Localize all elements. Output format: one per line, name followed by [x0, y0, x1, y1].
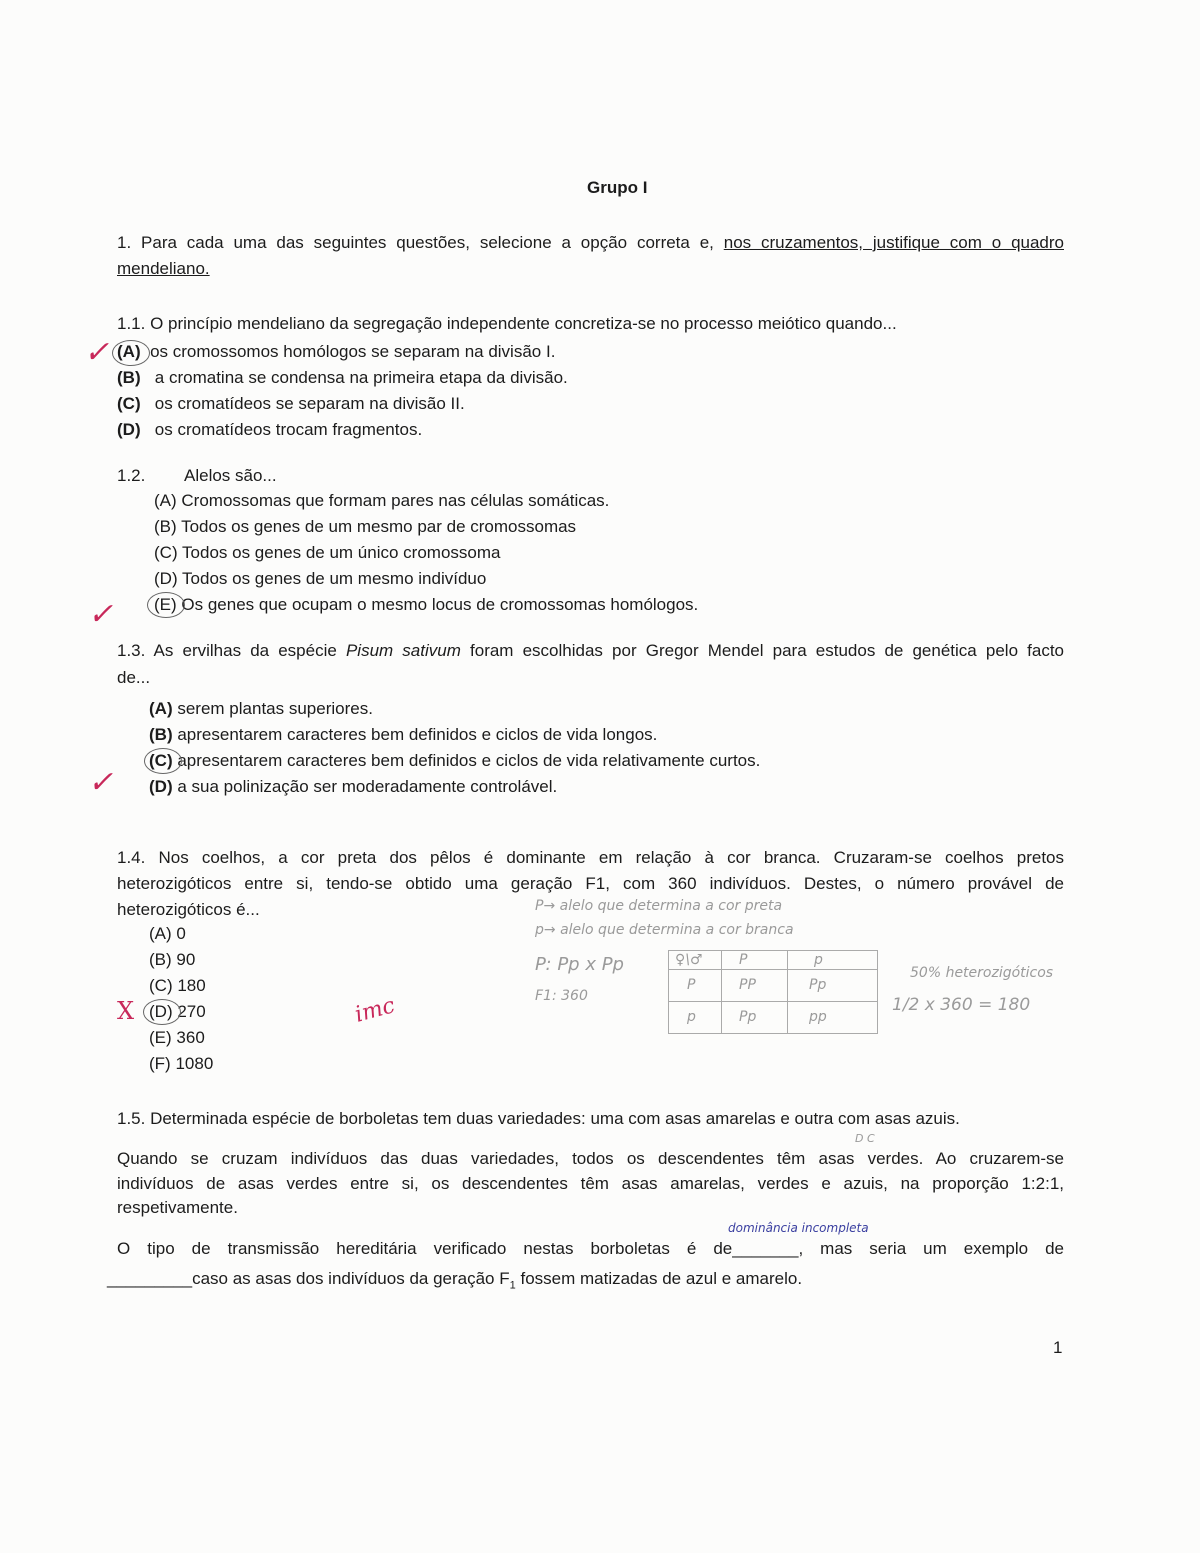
option-letter: (A)	[154, 491, 177, 510]
option-letter: (D)	[149, 1002, 173, 1021]
option-text: 180	[177, 976, 206, 995]
handwritten-cross: P: Pp x Pp	[535, 954, 624, 975]
option	[149, 725, 657, 745]
handwritten-f1: F1: 360	[535, 988, 588, 1004]
punnett-cell: p	[687, 1009, 696, 1025]
punnett-cell: PP	[739, 977, 756, 993]
punnett-square	[668, 950, 878, 1034]
option-letter: (D)	[154, 569, 178, 588]
question-1-5-paragraph: respetivamente.	[117, 1198, 238, 1217]
option-letter: (C)	[117, 394, 141, 413]
option-letter: (D)	[149, 777, 173, 796]
handwritten-answer: dominância incompleta	[728, 1221, 869, 1235]
option-letter: (E)	[154, 595, 177, 614]
option-letter: (D)	[117, 420, 141, 439]
option	[117, 342, 555, 362]
option-letter: (A)	[149, 699, 173, 718]
question-1-5-fill-in	[117, 1239, 1064, 1259]
answer-blank-1[interactable]: _______	[732, 1239, 799, 1258]
question-1-5-paragraph: Quando se cruzam indivíduos das duas variedades, todos os descendentes têm asas verdes. Ao cruzarem-se	[117, 1149, 1064, 1168]
handwritten-note: D C	[855, 1132, 875, 1145]
option	[149, 777, 557, 797]
option	[154, 595, 698, 615]
option-text: serem plantas superiores.	[177, 699, 373, 718]
option-text: 0	[176, 924, 186, 943]
question-1-5-fill-in-line2	[107, 1269, 803, 1292]
instructions-text: 1. Para cada uma das seguintes questões, selecione a opção correta e,	[117, 233, 724, 252]
option-text: Todos os genes de um único cromossoma	[182, 543, 501, 562]
question-1-4-stem: 1.4. Nos coelhos, a cor preta dos pêlos é dominante em relação à cor branca. Cruzaram-se coelhos pretos	[117, 848, 1064, 867]
option-letter: (B)	[149, 950, 172, 969]
species-name: Pisum sativum	[345, 641, 461, 660]
question-1-4-stem: heterozigóticos entre si, tendo-se obtido uma geração F1, com 360 indivíduos. Destes, o número provável de	[117, 874, 1064, 893]
option	[149, 950, 195, 970]
option-text: 90	[176, 950, 196, 969]
option-text: 270	[177, 1002, 206, 1021]
page-number: 1	[1053, 1338, 1063, 1357]
option-text: Os genes que ocupam o mesmo locus de cromossomas homólogos.	[181, 595, 699, 614]
stem-text: foram escolhidas por Gregor Mendel para estudos de genética pelo facto	[460, 641, 1064, 660]
option	[149, 699, 373, 719]
option-letter: (C)	[149, 976, 173, 995]
question-1-2-number: 1.2.	[117, 466, 146, 485]
option	[117, 368, 568, 388]
option	[154, 491, 609, 511]
option-text: 1080	[175, 1054, 214, 1073]
check-mark-icon: ✓	[88, 597, 114, 632]
question-1-5-stem: 1.5. Determinada espécie de borboletas tem duas variedades: uma com asas amarelas e outra com asas azuis.	[117, 1109, 960, 1128]
question-1-2-stem: Alelos são...	[184, 466, 277, 485]
question-1-3-stem-line2: de...	[117, 668, 151, 687]
answer-circle	[144, 748, 182, 774]
fill-text: caso as asas dos indivíduos da geração F	[192, 1269, 510, 1288]
punnett-cell: Pp	[809, 977, 827, 993]
stem-text: 1.3. As ervilhas da espécie	[117, 641, 346, 660]
option-text: apresentarem caracteres bem definidos e ciclos de vida longos.	[177, 725, 658, 744]
option	[117, 420, 422, 440]
option-letter: (F)	[149, 1054, 171, 1073]
option	[149, 1028, 205, 1048]
option	[149, 976, 206, 996]
option	[117, 394, 465, 414]
handwritten-allele-dominant: P→ alelo que determina a cor preta	[535, 898, 783, 914]
check-mark-icon: ✓	[84, 335, 110, 370]
section-title: Grupo I	[587, 178, 648, 197]
answer-blank-2[interactable]: _________	[107, 1269, 193, 1288]
option-text: Todos os genes de um mesmo indivíduo	[182, 569, 487, 588]
option-text: 360	[176, 1028, 205, 1047]
punnett-cell: Pp	[739, 1009, 757, 1025]
option-text: a cromatina se condensa na primeira etapa da divisão.	[154, 368, 568, 387]
option	[154, 543, 500, 563]
option-letter: (C)	[149, 751, 173, 770]
option-letter: (B)	[117, 368, 141, 387]
fill-text: O tipo de transmissão hereditária verificado nestas borboletas é de	[117, 1239, 733, 1258]
option-text: apresentarem caracteres bem definidos e ciclos de vida relativamente curtos.	[177, 751, 761, 770]
option-letter: (B)	[149, 725, 173, 744]
fill-text: fossem matizadas de azul e amarelo.	[515, 1269, 803, 1288]
option-text: os cromatídeos trocam fragmentos.	[154, 420, 423, 439]
check-mark-icon: ✓	[88, 765, 114, 800]
option-text: a sua polinização ser moderadamente controlável.	[177, 777, 558, 796]
question-1-instructions	[117, 233, 1064, 253]
punnett-cell: p	[814, 952, 823, 968]
option	[149, 751, 760, 771]
option	[149, 1054, 213, 1074]
answer-circle	[112, 340, 150, 366]
instructions-underlined: nos cruzamentos, justifique com o quadro	[723, 233, 1064, 252]
option-letter: (A)	[149, 924, 172, 943]
handwritten-calculation: 1/2 x 360 = 180	[892, 995, 1031, 1015]
option-text: os cromossomos homólogos se separam na divisão I.	[150, 342, 556, 361]
answer-circle	[147, 592, 185, 618]
question-1-1-stem: 1.1. O princípio mendeliano da segregação independente concretiza-se no processo meiótico quando...	[117, 314, 897, 333]
option-letter: (E)	[149, 1028, 172, 1047]
fill-text: , mas seria um exemplo de	[798, 1239, 1064, 1258]
grader-note: imc	[352, 993, 398, 1028]
answer-circle	[143, 999, 181, 1025]
option-letter: (B)	[154, 517, 177, 536]
option-text: Todos os genes de um mesmo par de cromossomas	[181, 517, 577, 536]
subscript: 1	[509, 1279, 516, 1292]
option-letter: (C)	[154, 543, 178, 562]
option	[154, 517, 576, 537]
instructions-line2: mendeliano.	[117, 259, 210, 278]
punnett-cell: P	[687, 977, 696, 993]
punnett-cell: P	[739, 952, 748, 968]
option	[149, 924, 186, 944]
option-text: os cromatídeos se separam na divisão II.	[154, 394, 465, 413]
question-1-3-stem	[117, 641, 1064, 661]
option-letter: (A)	[117, 342, 141, 361]
handwritten-allele-recessive: p→ alelo que determina a cor branca	[535, 922, 794, 938]
punnett-corner: ♀\♂	[675, 952, 703, 968]
option-text: Cromossomas que formam pares nas células somáticas.	[181, 491, 610, 510]
question-1-4-stem: heterozigóticos é...	[117, 900, 260, 919]
option	[154, 569, 486, 589]
handwritten-percent: 50% heterozigóticos	[910, 965, 1054, 981]
punnett-cell: pp	[809, 1009, 827, 1025]
wrong-mark-icon: X	[117, 997, 135, 1025]
question-1-5-paragraph: indivíduos de asas verdes entre si, os descendentes têm asas amarelas, verdes e azuis, na proporção 1:2:1,	[117, 1174, 1064, 1193]
